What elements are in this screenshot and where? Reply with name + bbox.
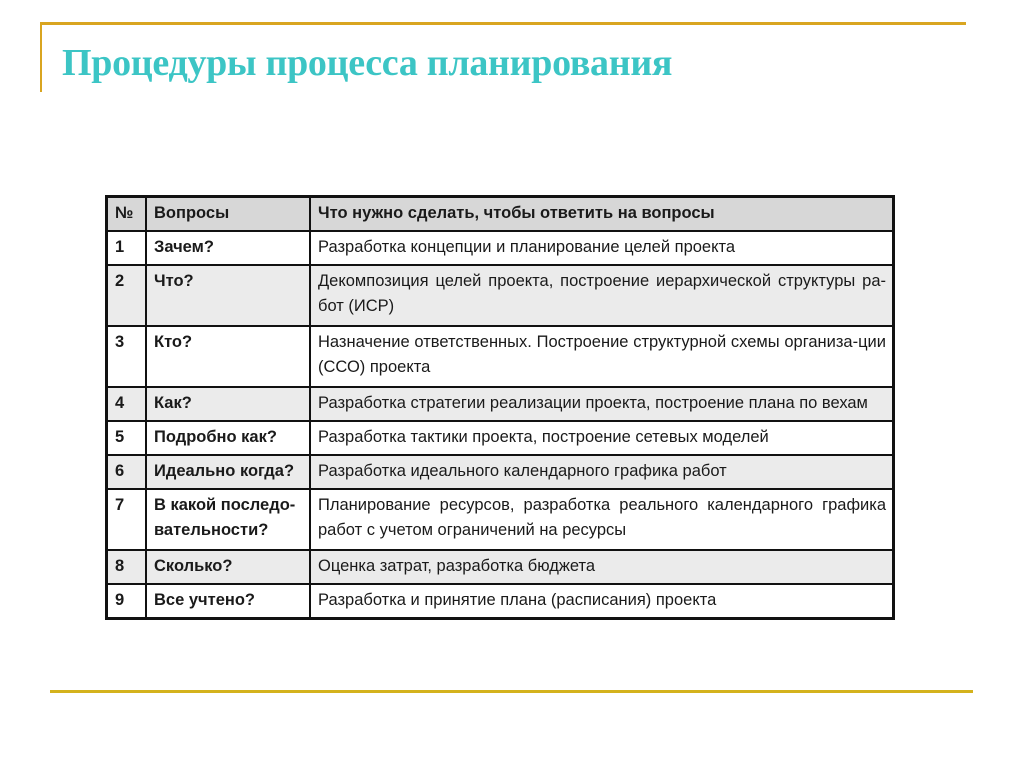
- row-number: 2: [107, 265, 147, 326]
- row-number: 8: [107, 550, 147, 584]
- row-number: 4: [107, 387, 147, 421]
- table-row: [107, 455, 894, 489]
- table-row: [107, 421, 894, 455]
- table-header-row: [107, 197, 894, 232]
- row-question: В какой последо-вательности?: [146, 489, 310, 550]
- slide-title: Процедуры процесса планирования: [62, 42, 673, 84]
- row-number: 9: [107, 584, 147, 619]
- row-answer: Разработка и принятие плана (расписания) проекта: [310, 584, 894, 619]
- header-number: №: [107, 197, 147, 232]
- row-number: 5: [107, 421, 147, 455]
- row-number: 1: [107, 231, 147, 265]
- top-divider: [40, 22, 966, 25]
- row-question: Кто?: [146, 326, 310, 387]
- left-accent-line: [40, 22, 42, 92]
- row-question: Все учтено?: [146, 584, 310, 619]
- row-question: Зачем?: [146, 231, 310, 265]
- bottom-divider: [50, 690, 973, 693]
- row-question: Подробно как?: [146, 421, 310, 455]
- row-answer: Разработка концепции и планирование целей проекта: [310, 231, 894, 265]
- header-answer: Что нужно сделать, чтобы ответить на вопросы: [310, 197, 894, 232]
- row-answer: Назначение ответственных. Построение структурной схемы организа-ции (ССО) проекта: [310, 326, 894, 387]
- row-number: 6: [107, 455, 147, 489]
- row-question: Как?: [146, 387, 310, 421]
- table-row: [107, 326, 894, 387]
- table-row: [107, 550, 894, 584]
- planning-procedures-table: [105, 195, 895, 620]
- header-questions: Вопросы: [146, 197, 310, 232]
- row-question: Сколько?: [146, 550, 310, 584]
- row-answer: Оценка затрат, разработка бюджета: [310, 550, 894, 584]
- table-row: [107, 265, 894, 326]
- row-answer: Декомпозиция целей проекта, построение иерархической структуры ра-бот (ИСР): [310, 265, 894, 326]
- row-question: Идеально когда?: [146, 455, 310, 489]
- row-answer: Планирование ресурсов, разработка реального календарного графика работ с учетом ограничений на ресурсы: [310, 489, 894, 550]
- row-question: Что?: [146, 265, 310, 326]
- row-answer: Разработка тактики проекта, построение сетевых моделей: [310, 421, 894, 455]
- row-answer: Разработка идеального календарного графика работ: [310, 455, 894, 489]
- table-row: [107, 387, 894, 421]
- row-number: 3: [107, 326, 147, 387]
- row-answer: Разработка стратегии реализации проекта, построение плана по вехам: [310, 387, 894, 421]
- table-row: [107, 489, 894, 550]
- table-row: [107, 584, 894, 619]
- row-number: 7: [107, 489, 147, 550]
- table-row: [107, 231, 894, 265]
